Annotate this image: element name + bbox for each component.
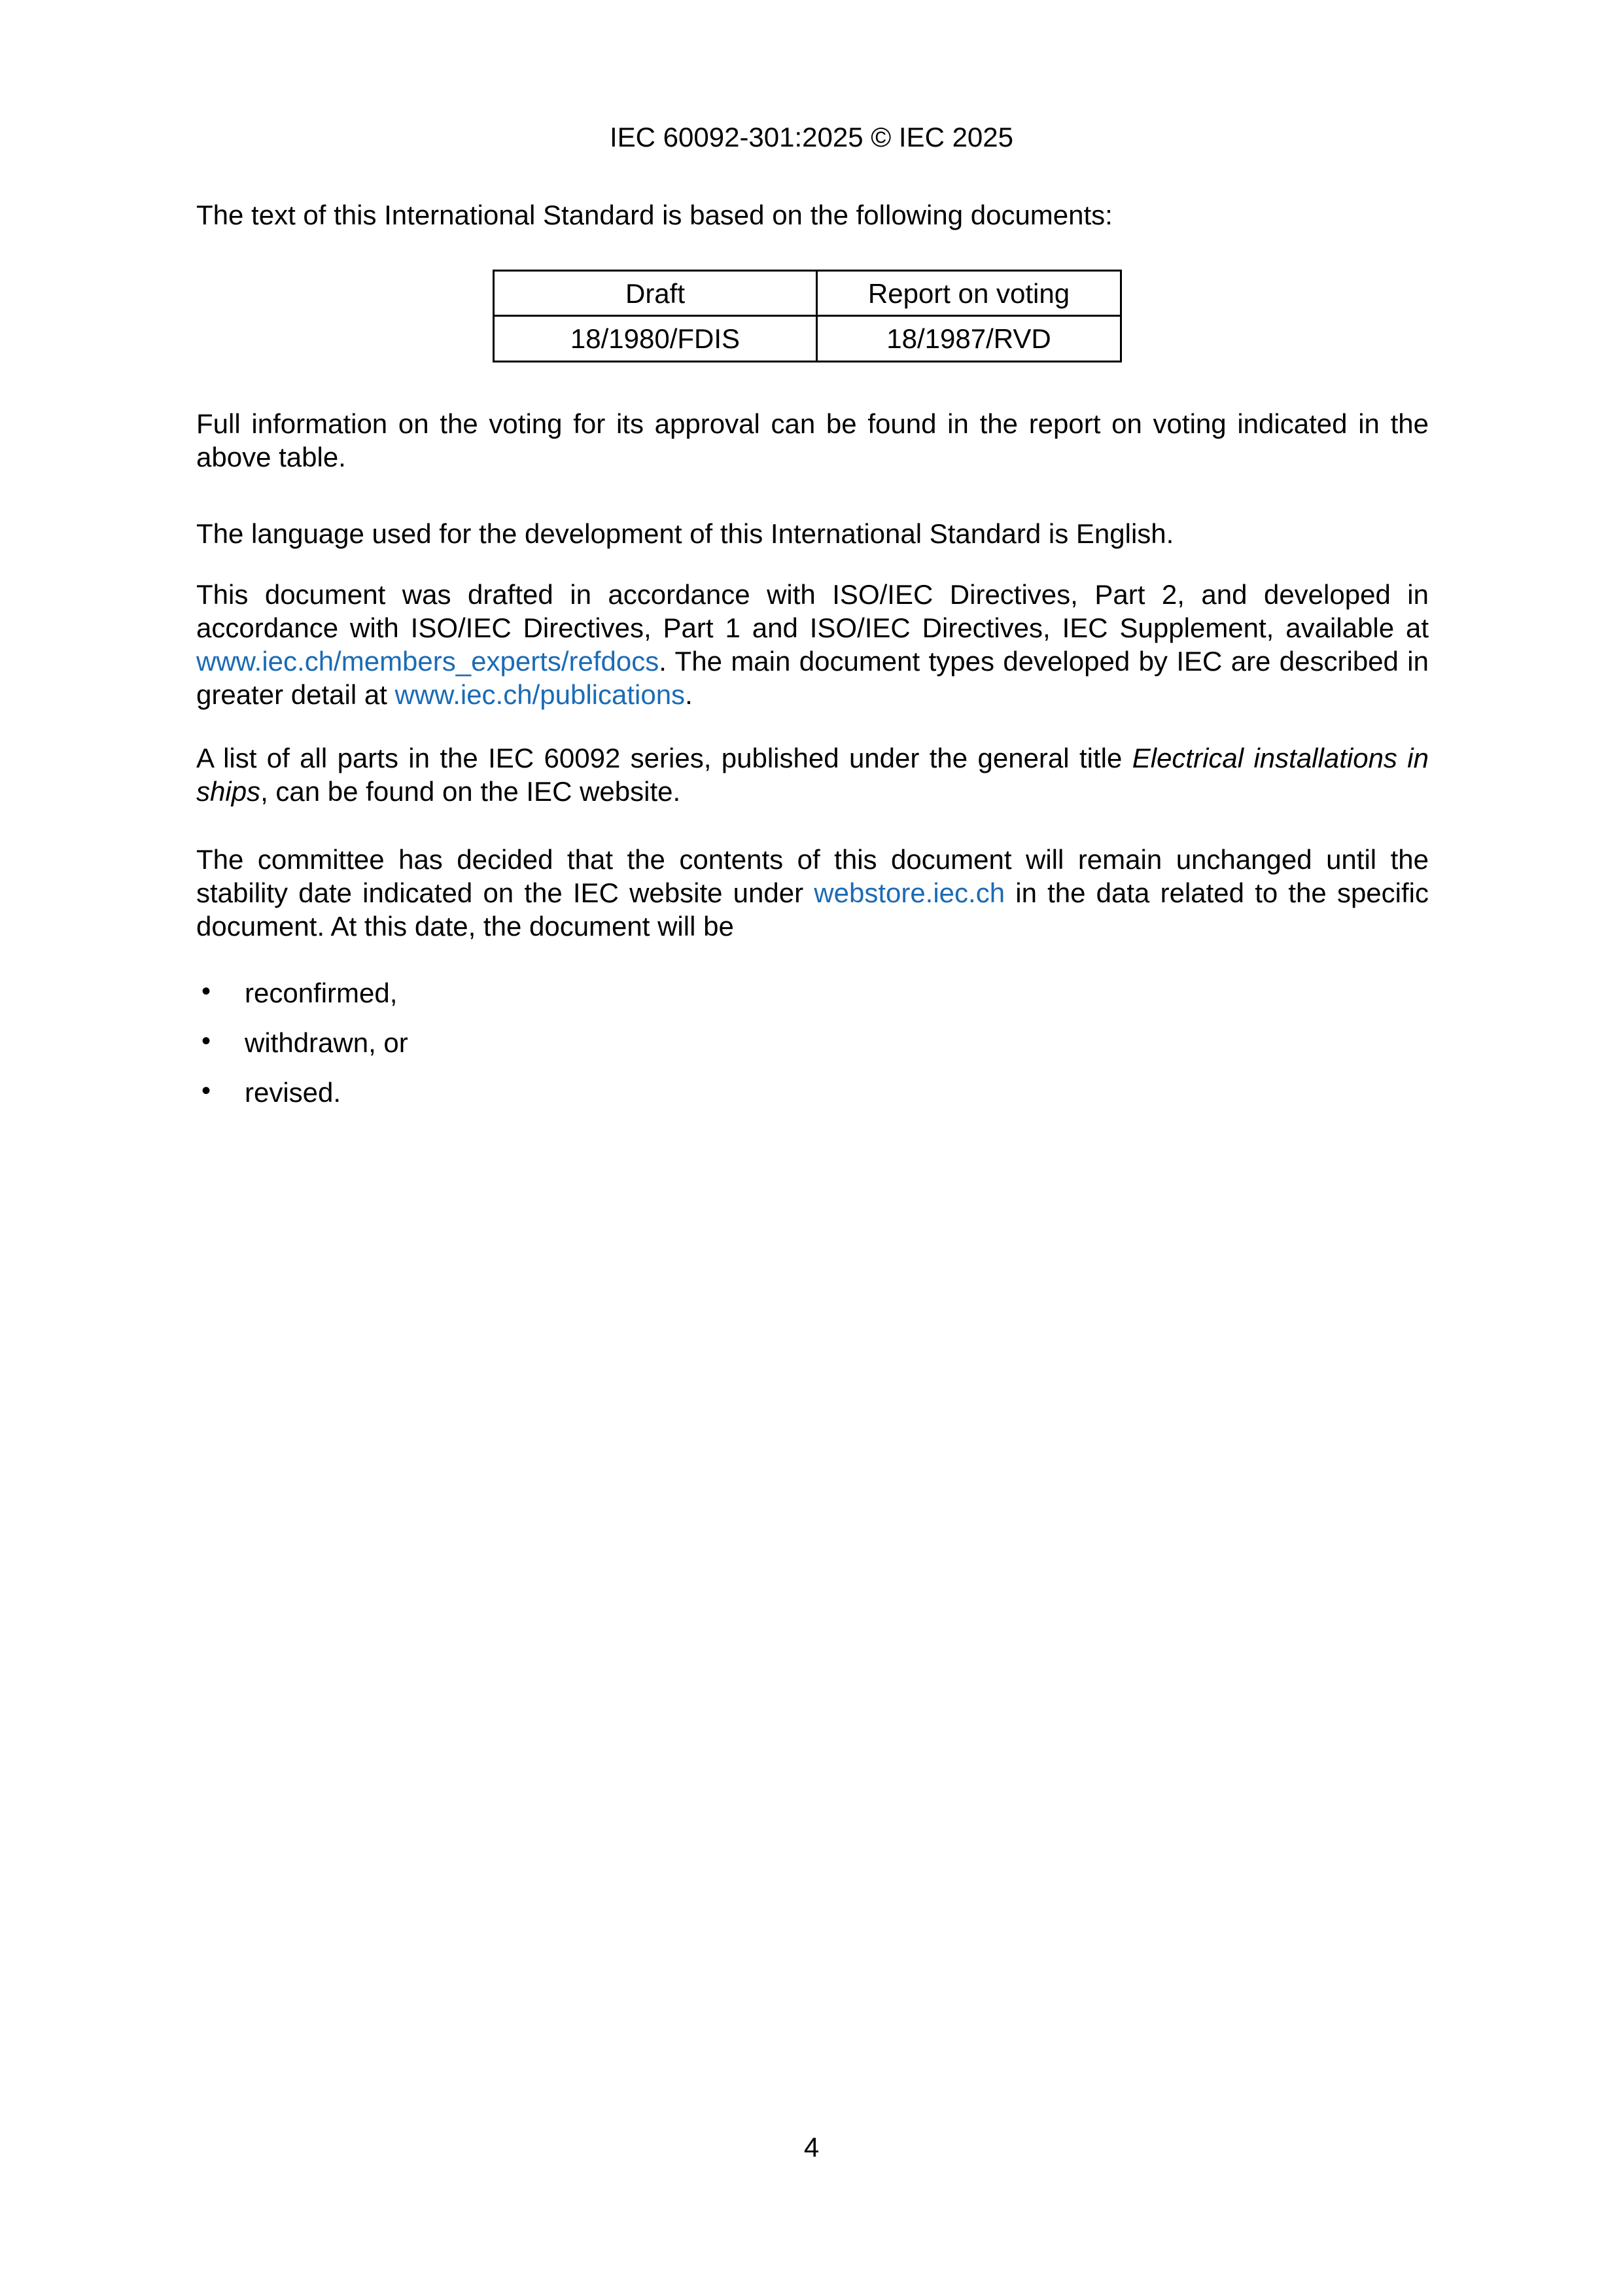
table-header-cell-report: Report on voting xyxy=(817,271,1121,316)
series-text-2: , can be found on the IEC website. xyxy=(260,776,681,807)
bullet-icon: • xyxy=(201,1076,211,1105)
webstore-link[interactable]: webstore.iec.ch xyxy=(814,877,1005,908)
bullet-icon: • xyxy=(201,977,211,1006)
series-text-1: A list of all parts in the IEC 60092 series, published under the general title xyxy=(196,743,1132,773)
table-cell-report-value: 18/1987/RVD xyxy=(817,316,1121,362)
bullet-item-label: reconfirmed, xyxy=(245,978,398,1008)
page-header-title: IEC 60092-301:2025 © IEC 2025 xyxy=(609,122,1014,152)
stability-text-1: The committee has decided that the contents of this document will remain unchanged until the stability date indicated on the IEC website under xyxy=(196,844,1429,908)
bullet-item-withdrawn xyxy=(196,1026,1429,1059)
publications-link[interactable]: www.iec.ch/publications xyxy=(394,679,686,710)
page-number: 4 xyxy=(803,2132,820,2163)
refdocs-link[interactable]: www.iec.ch/members_experts/refdocs xyxy=(196,646,659,677)
voting-table xyxy=(493,270,1122,362)
decision-bullet-list xyxy=(196,976,1429,1125)
table-header-cell-draft: Draft xyxy=(494,271,817,316)
bullet-icon: • xyxy=(201,1027,211,1055)
stability-paragraph xyxy=(196,843,1429,943)
language-paragraph: The language used for the development of this International Standard is English. xyxy=(196,518,1174,549)
series-paragraph xyxy=(196,741,1429,808)
table-row xyxy=(494,316,1121,362)
bullet-item-reconfirmed xyxy=(196,976,1429,1010)
table-header-row xyxy=(494,271,1121,316)
voting-table-container xyxy=(493,270,1122,362)
table-cell-draft-value: 18/1980/FDIS xyxy=(494,316,817,362)
bullet-item-revised xyxy=(196,1076,1429,1109)
drafting-text-3: . xyxy=(685,679,693,710)
intro-paragraph: The text of this International Standard is based on the following documents: xyxy=(196,200,1113,230)
drafting-text-1: This document was drafted in accordance with ISO/IEC Directives, Part 2, and developed in accordance with ISO/IEC Directives, Part 1 and ISO/IEC Directives, IEC Supplement, available at xyxy=(196,579,1429,643)
bullet-item-label: revised. xyxy=(245,1077,341,1108)
voting-paragraph: Full information on the voting for its approval can be found in the report on voting indicated in the above table. xyxy=(196,408,1429,472)
stability-text-2: in the data related to the specific document. At this date, the document will be xyxy=(196,877,1429,942)
bullet-item-label: withdrawn, or xyxy=(245,1027,408,1058)
series-title-italic: Electrical installations in ships xyxy=(196,743,1429,807)
drafting-paragraph xyxy=(196,578,1429,711)
drafting-text-2: . The main document types developed by IEC are described in greater detail at xyxy=(196,646,1429,710)
